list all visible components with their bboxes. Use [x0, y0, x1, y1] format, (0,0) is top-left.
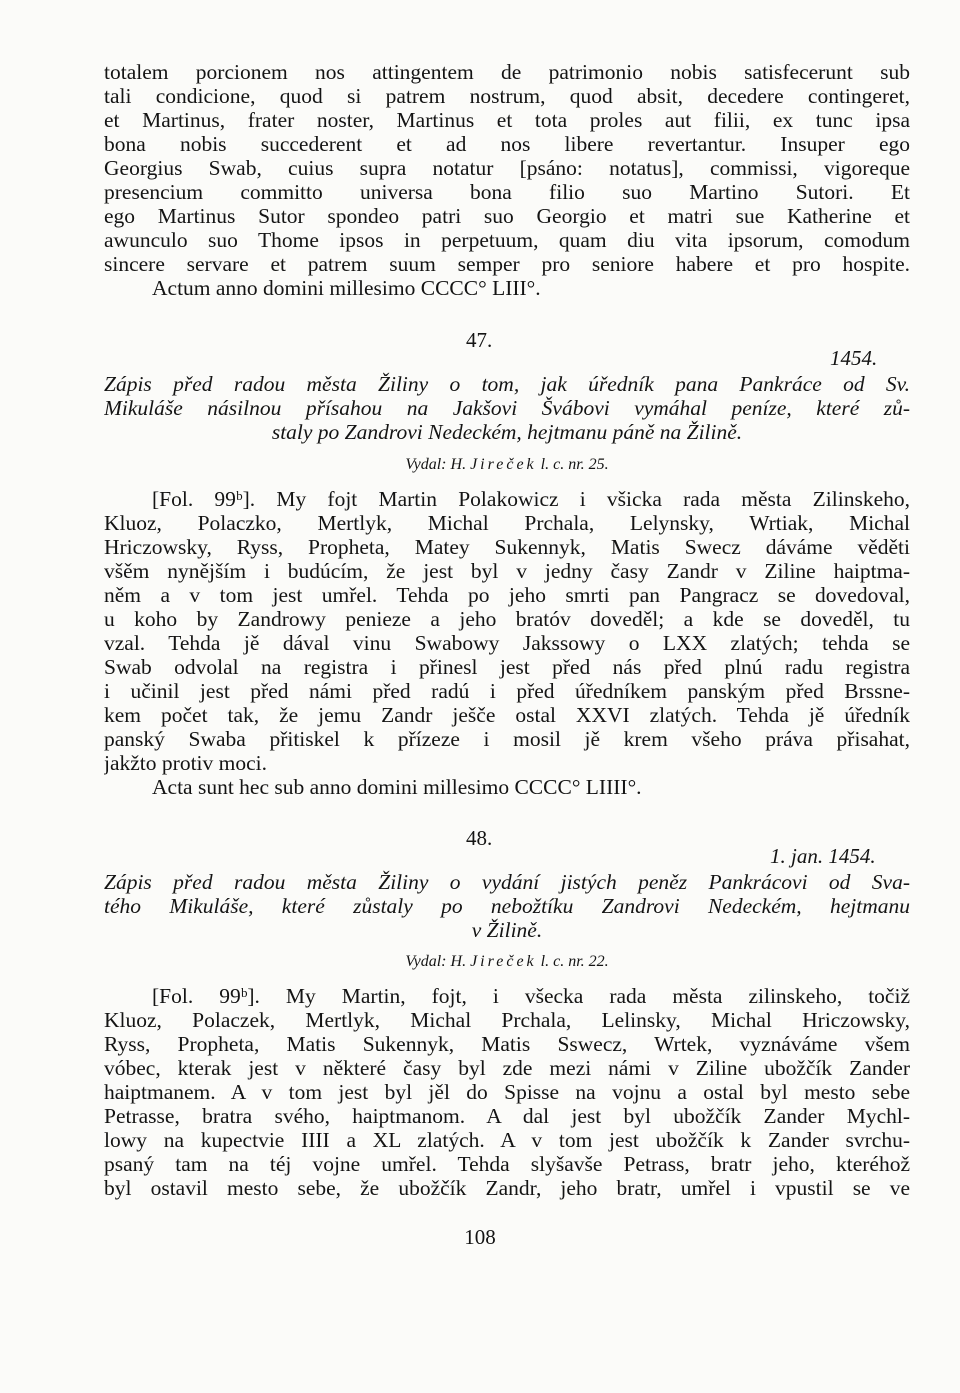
source-label: Vydal: H.: [405, 456, 467, 473]
source-label: Vydal: H.: [405, 953, 467, 970]
text-line: totalem porcionem nos attingentem de patrimonio nobis satisfecerunt sub: [104, 60, 910, 84]
text-line: sincere servare et patrem suum semper pro seniore habere et pro hospite.: [104, 252, 910, 276]
heading-line: Mikuláše násilnou přísahou na Jakšovi Švábovi vymáhal peníze, které zů-: [104, 396, 910, 420]
source-note: [104, 456, 910, 474]
source-ref: l. c. nr. 25.: [540, 456, 609, 473]
text-line: panský Swaba přitiskel k přízeze i mosil jě krem všeho práva přisahat,: [104, 727, 910, 751]
source-author: Jireček: [470, 456, 537, 473]
text-line: Kluoz, Polaczek, Mertlyk, Michal Prchala, Lelinsky, Michal Hriczowsky,: [104, 1008, 910, 1032]
text-line: kem počet tak, že jemu Zandr ješče ostal XXVI zlatých. Tehda jě úředník: [104, 703, 910, 727]
text-line: ego Martinus Sutor spondeo patri suo Georgio et matri sue Katherine et: [104, 204, 910, 228]
text-line: [Fol. 99ᵇ]. My Martin, fojt, i všecka rada města zilinskeho, točiž: [152, 984, 910, 1008]
source-author: Jireček: [470, 953, 537, 970]
entry-date: 1454.: [830, 346, 878, 370]
text-line: Hriczowsky, Ryss, Propheta, Matey Sukennyk, Matis Swecz dáváme věděti: [104, 535, 910, 559]
entry-number: 47.: [466, 328, 493, 352]
heading-line: Zápis před radou města Žiliny o tom, jak úředník pana Pankráce od Sv.: [104, 372, 910, 396]
text-line: et Martinus, frater noster, Martinus et tota proles aut filii, ex tunc ipsa: [104, 108, 910, 132]
intro-paragraph: [104, 60, 910, 300]
text-line: Petrasse, bratra svého, haiptmanom. A dal jest byl ubožčík Zander Mychl-: [104, 1104, 910, 1128]
text-line: awunculo suo Thome ipsos in perpetuum, quam diu vita ipsorum, comodum: [104, 228, 910, 252]
text-line: všěm nynějším i budúcím, že jest byl v jedny časy Zandr v Ziline haiptma-: [104, 559, 910, 583]
text-line: lowy na kupectvie IIII a XL zlatých. A v tom jest ubožčík k Zander svrchu-: [104, 1128, 910, 1152]
source-ref: l. c. nr. 22.: [540, 953, 609, 970]
intro-closing: Actum anno domini millesimo CCCC° LIII°.: [152, 276, 541, 300]
text-line: u koho by Zandrowy penieze a jeho bratóv doveděl; a kde se doveděl, tu: [104, 607, 910, 631]
entry-body: [104, 984, 910, 1200]
text-line: vzal. Tehda jě dával vinu Swabowy Jakssowy o LXX zlatých; tehda se: [104, 631, 910, 655]
text-line: bona nobis succederent et ad nos libere revertantur. Insuper ego: [104, 132, 910, 156]
text-line: psaný tam na téj vojne umřel. Tehda slyšavše Petrass, bratr jeho, kteréhož: [104, 1152, 910, 1176]
page-number: 108: [464, 1225, 496, 1249]
text-line: Ryss, Propheta, Matis Sukennyk, Matis Sswecz, Wrtek, vyznáváme všem: [104, 1032, 910, 1056]
heading-line: v Žilině.: [471, 918, 543, 942]
text-line: haiptmanem. A v tom jest byl jěl do Spisse na vojnu a ostal byl mesto sebe: [104, 1080, 910, 1104]
entry-heading: [104, 870, 910, 942]
heading-line: Zápis před radou města Žiliny o vydání jistých peněz Pankrácovi od Sva-: [104, 870, 910, 894]
heading-line: tého Mikuláše, které zůstaly po nebožtíku Zandrovi Nedeckém, hejtmanu: [104, 894, 910, 918]
text-line: Georgius Swab, cuius supra notatur [psáno: notatus], commissi, vigoreque: [104, 156, 910, 180]
entry-heading: [104, 372, 910, 444]
text-line: tali condicione, quod si patrem nostrum, quod absit, decedere contingeret,: [104, 84, 910, 108]
entry-number: 48.: [466, 826, 493, 850]
entry-body: [104, 487, 910, 799]
entry-closing: Acta sunt hec sub anno domini millesimo CCCC° LIIII°.: [152, 775, 642, 799]
text-line: i učinil jest před námi před radú i před úředníkem panským před Brssne-: [104, 679, 910, 703]
text-line: byl ostavil mesto sebe, že ubožčík Zandr, jeho bratr, umřel i vpustil se ve: [104, 1176, 910, 1200]
text-line: [Fol. 99ᵇ]. My fojt Martin Polakowicz i všicka rada města Zilinskeho,: [152, 487, 910, 511]
text-line: Kluoz, Polaczko, Mertlyk, Michal Prchala, Lelynsky, Wrtiak, Michal: [104, 511, 910, 535]
entry-date: 1. jan. 1454.: [770, 844, 876, 868]
text-line: Swab odvolal na registra i přinesl jest před nás před plnú radu registra: [104, 655, 910, 679]
text-line: něm a v tom jest umřel. Tehda po jeho smrti pan Pangracz se dovedoval,: [104, 583, 910, 607]
text-line: presencium committo universa bona filio suo Martino Sutori. Et: [104, 180, 910, 204]
heading-line: staly po Zandrovi Nedeckém, hejtmanu páně na Žilině.: [271, 420, 743, 444]
source-note: [104, 953, 910, 971]
text-line: jakžto protiv moci.: [104, 751, 268, 775]
text-line: vóbec, kterak jest v některé časy byl zde mezi námi v Ziline ubožčík Zander: [104, 1056, 910, 1080]
